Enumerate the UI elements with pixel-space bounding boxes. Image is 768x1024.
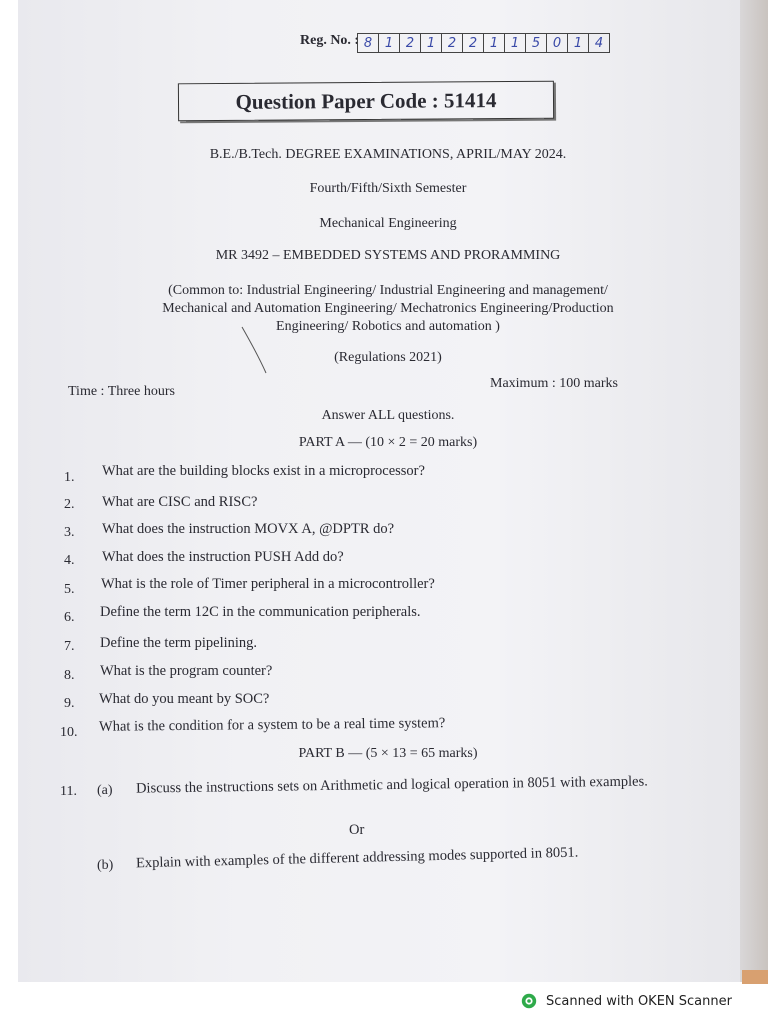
question-number: 11.	[60, 784, 77, 799]
question-text: What is the condition for a system to be a real time system?	[98, 715, 446, 735]
common-line-3: Engineering/ Robotics and automation )	[276, 319, 500, 334]
semester-line: Fourth/Fifth/Sixth Semester	[309, 181, 467, 196]
exam-paper	[18, 0, 758, 982]
oken-scanner-logo-icon	[520, 992, 538, 1010]
question-text: What does the instruction PUSH Add do?	[102, 549, 344, 565]
max-marks-label: Maximum : 100 marks	[490, 376, 618, 391]
part-b-heading: PART B — (5 × 13 = 65 marks)	[298, 746, 478, 761]
branch-line: Mechanical Engineering	[319, 216, 457, 231]
question-text: Define the term pipelining.	[100, 635, 258, 651]
reg-digit: 1	[420, 33, 442, 53]
reg-digit: 8	[357, 33, 379, 53]
common-line-2: Mechanical and Automation Engineering/ Mechatronics Engineering/Production	[162, 301, 614, 316]
question-number: 9.	[64, 696, 75, 711]
question-number: 1.	[64, 470, 75, 485]
reg-digit: 5	[525, 33, 547, 53]
question-11b-text: Explain with examples of the different addressing modes supported in 8051.	[135, 844, 579, 872]
question-number: 7.	[64, 639, 75, 654]
scanner-text: Scanned with OKEN Scanner	[546, 993, 732, 1009]
instruction-line: Answer ALL questions.	[321, 408, 455, 423]
question-number: 4.	[64, 553, 75, 568]
question-text: What do you meant by SOC?	[99, 691, 270, 707]
degree-line: B.E./B.Tech. DEGREE EXAMINATIONS, APRIL/MAY 2024.	[209, 147, 567, 162]
question-text: What are the building blocks exist in a microprocessor?	[102, 463, 425, 479]
reg-digit: 2	[399, 33, 421, 53]
or-separator: Or	[349, 822, 365, 838]
regulations-line: (Regulations 2021)	[334, 350, 442, 365]
question-number: 10.	[60, 725, 78, 740]
question-number: 8.	[64, 668, 75, 683]
reg-no-boxes	[358, 33, 610, 53]
reg-digit: 1	[378, 33, 400, 53]
reg-digit: 2	[441, 33, 463, 53]
question-11a-text: Discuss the instructions sets on Arithmetic and logical operation in 8051 with examples.	[135, 773, 648, 797]
question-number: 2.	[64, 497, 75, 512]
table-edge	[742, 970, 768, 984]
time-label: Time : Three hours	[68, 384, 175, 399]
reg-digit: 1	[567, 33, 589, 53]
question-text: Define the term 12C in the communication peripherals.	[100, 604, 421, 620]
reg-digit: 1	[483, 33, 505, 53]
part-a-heading: PART A — (10 × 2 = 20 marks)	[298, 435, 478, 450]
common-to-block	[88, 282, 688, 336]
sub-question-label: (b)	[97, 858, 114, 873]
reg-digit: 4	[588, 33, 610, 53]
question-number: 3.	[64, 525, 75, 540]
question-number: 5.	[64, 582, 75, 597]
reg-no-label: Reg. No. :	[300, 33, 360, 48]
reg-digit: 0	[546, 33, 568, 53]
reg-digit: 2	[462, 33, 484, 53]
question-text: What is the program counter?	[100, 663, 273, 679]
question-text: What is the role of Timer peripheral in a microcontroller?	[101, 576, 435, 592]
scanner-watermark	[520, 992, 732, 1010]
question-paper-code: Question Paper Code : 51414	[178, 81, 554, 122]
subject-line: MR 3492 – EMBEDDED SYSTEMS AND PRORAMMING	[215, 248, 561, 263]
reg-digit: 1	[504, 33, 526, 53]
question-number: 6.	[64, 610, 75, 625]
common-line-1: (Common to: Industrial Engineering/ Industrial Engineering and management/	[168, 283, 608, 298]
sub-question-label: (a)	[97, 783, 113, 798]
question-text: What are CISC and RISC?	[102, 494, 258, 510]
question-text: What does the instruction MOVX A, @DPTR do?	[102, 521, 395, 537]
paper-edge	[740, 0, 768, 982]
